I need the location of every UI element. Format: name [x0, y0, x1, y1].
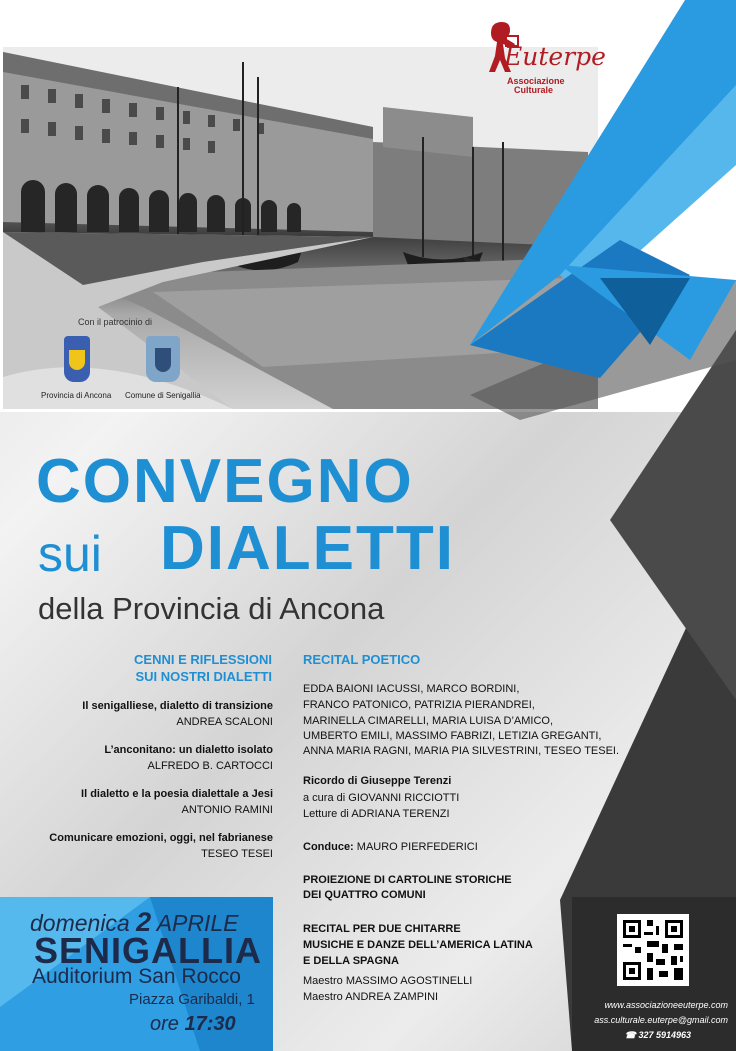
- talk-title: Il dialetto e la poesia dialettale a Jesi: [81, 788, 273, 800]
- logo-subtitle-2: Culturale: [514, 85, 554, 95]
- poets-line: UMBERTO EMILI, MASSIMO FABRIZI, LETIZIA GREGANTI,: [303, 730, 602, 742]
- provincia-label: Provincia di Ancona: [41, 391, 112, 400]
- talk-title: Comunicare emozioni, oggi, nel fabrianese: [49, 832, 273, 844]
- left-heading-2: SUI NOSTRI DIALETTI: [135, 669, 272, 684]
- maestro-name: MASSIMO AGOSTINELLI: [345, 975, 473, 987]
- talk-speaker: TESEO TESEI: [201, 848, 273, 860]
- conduce-line: [303, 841, 478, 853]
- comune-crest-icon: [146, 336, 180, 382]
- logo-wordmark: Euterpe: [504, 42, 606, 71]
- poets-line: FRANCO PATONICO, PATRIZIA PIERANDREI,: [303, 699, 535, 711]
- venue: Auditorium San Rocco: [32, 965, 241, 988]
- poets-line: MARINELLA CIMARELLI, MARIA LUISA D’AMICO,: [303, 715, 554, 727]
- ricordo-cura-name: GIOVANNI RICCIOTTI: [348, 792, 460, 804]
- phone-icon: ☎: [624, 1030, 636, 1040]
- qr-code-icon: [617, 914, 689, 986]
- patronage-label: Con il patrocinio di: [78, 317, 153, 327]
- logo-subtitle-1: Associazione: [507, 76, 565, 86]
- conduce-label: Conduce:: [303, 841, 354, 853]
- poets-line: ANNA MARIA RAGNI, MARIA PIA SILVESTRINI, TESEO TESEI.: [303, 745, 620, 757]
- talk-title: Il senigalliese, dialetto di transizione: [82, 700, 273, 712]
- poets-line: EDDA BAIONI IACUSSI, MARCO BORDINI,: [303, 683, 520, 695]
- maestro-label: Maestro: [303, 991, 343, 1003]
- maestro-line-1: [303, 975, 472, 987]
- email-link[interactable]: ass.culturale.euterpe@gmail.com: [594, 1015, 728, 1025]
- talk-speaker: ALFREDO B. CARTOCCI: [147, 760, 273, 772]
- recital-line-1: RECITAL PER DUE CHITARRE: [303, 923, 461, 935]
- ricordo-title: Ricordo di Giuseppe Terenzi: [303, 775, 452, 787]
- comune-label: Comune di Senigallia: [125, 391, 201, 400]
- recital-line-2: MUSICHE E DANZE DELL’AMERICA LATINA: [303, 939, 533, 951]
- date-month: APRILE: [156, 910, 239, 936]
- right-heading: RECITAL POETICO: [303, 652, 421, 667]
- conduce-name: MAURO PIERFEDERICI: [356, 841, 478, 853]
- ricordo-cura-label: a cura di: [303, 792, 346, 804]
- ricordo-letture: [303, 808, 450, 820]
- ricordo-cura: [303, 792, 459, 804]
- ricordo-letture-label: Letture di: [303, 808, 349, 820]
- talk-title: L’anconitano: un dialetto isolato: [104, 744, 273, 756]
- provincia-crest-icon: [64, 336, 90, 382]
- proiezione-line-2: DEI QUATTRO COMUNI: [303, 889, 426, 901]
- maestro-name: ANDREA ZAMPINI: [345, 991, 439, 1003]
- time-value: 17:30: [184, 1013, 236, 1035]
- phone-number[interactable]: 327 5914963: [638, 1030, 691, 1040]
- date-number: 2: [136, 907, 152, 937]
- title-line-2-light: sui: [38, 526, 102, 582]
- recital-line-3: E DELLA SPAGNA: [303, 955, 399, 967]
- address: Piazza Garibaldi, 1: [129, 991, 255, 1008]
- time-label: ore: [150, 1013, 179, 1035]
- subtitle: della Provincia di Ancona: [38, 591, 385, 626]
- website-link[interactable]: www.associazioneeuterpe.com: [604, 1000, 728, 1010]
- city: SENIGALLIA: [34, 930, 263, 971]
- left-heading-1: CENNI E RIFLESSIONI: [134, 652, 272, 667]
- qr-code[interactable]: [617, 914, 689, 986]
- proiezione-line-1: PROIEZIONE DI CARTOLINE STORICHE: [303, 874, 512, 886]
- phone-line: [625, 1030, 691, 1041]
- maestro-line-2: [303, 991, 438, 1003]
- date-day: domenica: [30, 910, 130, 936]
- ricordo-letture-name: ADRIANA TERENZI: [351, 808, 450, 820]
- talk-speaker: ANDREA SCALONI: [176, 716, 273, 728]
- talk-speaker: ANTONIO RAMINI: [181, 804, 273, 816]
- title-line-2-bold: DIALETTI: [160, 514, 455, 583]
- time-line: [150, 1013, 236, 1036]
- maestro-label: Maestro: [303, 975, 343, 987]
- title-line-1: CONVEGNO: [36, 447, 414, 516]
- euterpe-logo: [480, 14, 606, 98]
